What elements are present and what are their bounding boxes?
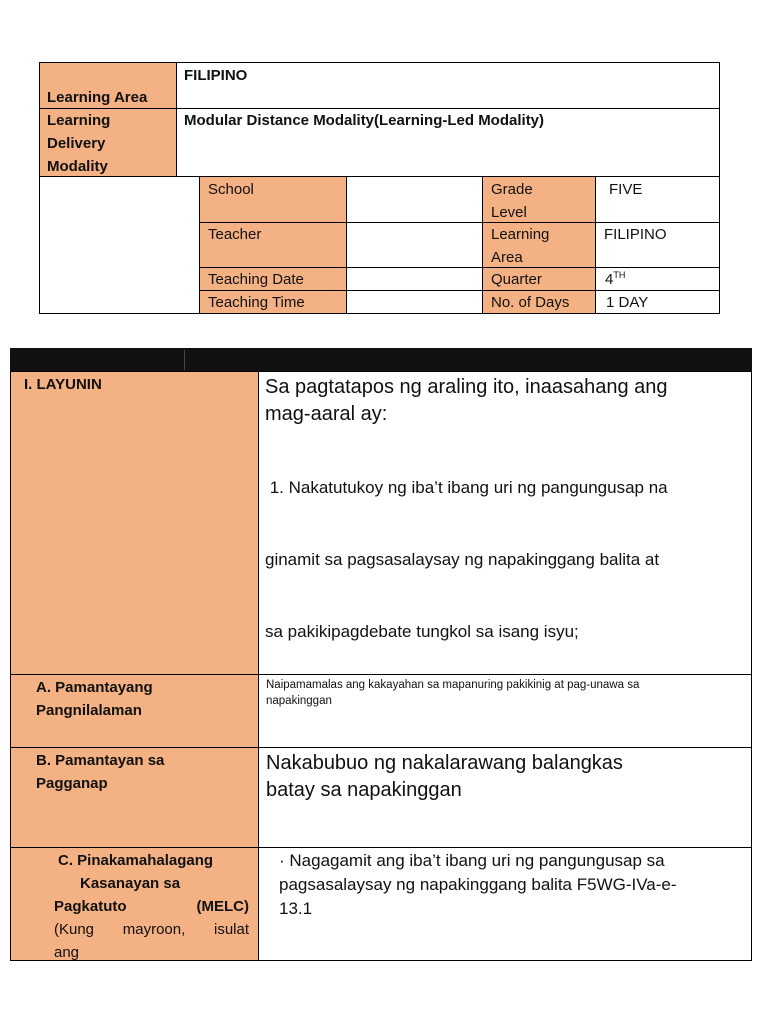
learning-area-value-cell — [176, 62, 720, 109]
grade-label-line: Level — [491, 204, 527, 221]
pagganap-value-line: Nakabubuo ng nakalarawang balangkas — [266, 752, 623, 774]
pamantayang-value-line: Naipamamalas ang kakayahan sa mapanuring pakikinig at pag-unawa sa — [266, 679, 640, 691]
school-label: School — [208, 181, 254, 198]
layunin-item-line: ginamit sa pagsasalaysay ng napakinggang balita at — [265, 550, 660, 569]
teacher-label: Teacher — [208, 226, 262, 243]
table-header-bar — [10, 348, 752, 372]
pamantayang-label-line: A. Pamantayang — [36, 679, 153, 696]
pagganap-value — [266, 750, 623, 804]
time-value-cell — [346, 290, 483, 314]
pagganap-label-line: Pagganap — [36, 775, 108, 792]
teacher-label-cell — [199, 222, 347, 268]
pamantayang-label-cell — [10, 674, 259, 748]
layunin-item-line: sa pakikipagdebate tungkol sa isang isyu; — [265, 622, 579, 641]
pagganap-label-cell — [10, 747, 259, 848]
days-value-cell — [595, 290, 720, 314]
melc-label-line: Kasanayan sa — [80, 875, 181, 892]
melc-value-line: 13.1 — [279, 899, 313, 918]
melc-label — [54, 849, 249, 961]
school-value-cell — [346, 176, 483, 223]
melc-label-row — [54, 895, 249, 918]
area-label-cell — [482, 222, 596, 268]
melc-label-cell — [10, 847, 259, 961]
grade-label-cell — [482, 176, 596, 223]
layunin-intro — [265, 374, 745, 428]
quarter-suffix: TH — [613, 270, 626, 280]
delivery-value-cell — [176, 108, 720, 177]
grade-value-cell — [595, 176, 720, 223]
pamantayang-value-cell — [258, 674, 752, 748]
teacher-value-cell — [346, 222, 483, 268]
delivery-label — [47, 109, 110, 177]
layunin-label-cell — [10, 371, 259, 675]
quarter-label: Quarter — [491, 271, 542, 288]
area-value-cell — [595, 222, 720, 268]
learning-area-value: FILIPINO — [184, 67, 248, 84]
pamantayang-value-line: napakinggan — [266, 695, 332, 707]
melc-label-line: ang — [54, 944, 80, 961]
grade-value: FIVE — [609, 181, 643, 198]
pagganap-value-cell — [258, 747, 752, 848]
melc-value-line: pagsasalaysay ng napakinggang balita F5WG-IVa-e- — [279, 875, 677, 894]
melc-value — [279, 849, 745, 921]
area-label — [491, 223, 549, 268]
pamantayang-label-line: Pangnilalaman — [36, 702, 142, 719]
grade-label-line: Grade — [491, 181, 533, 198]
learning-area-label-cell — [39, 62, 177, 109]
time-label-cell — [199, 290, 347, 314]
days-label-cell — [482, 290, 596, 314]
days-value: 1 DAY — [606, 294, 649, 311]
pagganap-label-line: B. Pamantayan sa — [36, 752, 165, 769]
melc-value-line: · Nagagamit ang iba’t ibang uri ng pangungusap sa — [279, 851, 665, 870]
melc-value-cell — [258, 847, 752, 961]
layunin-intro-line: Sa pagtatapos ng araling ito, inaasahang ang — [265, 376, 668, 398]
melc-label-line: C. Pinakamahalagang — [58, 852, 214, 869]
area-label-line: Learning — [491, 226, 550, 243]
empty-left-cell — [39, 176, 200, 314]
area-value: FILIPINO — [604, 226, 667, 243]
delivery-label-cell — [39, 108, 177, 177]
delivery-value: Modular Distance Modality(Learning-Led Modality) — [184, 112, 545, 129]
date-label-cell — [199, 267, 347, 291]
delivery-label-line: Delivery — [47, 135, 106, 152]
delivery-label-line: Learning — [47, 112, 111, 129]
pamantayang-label — [36, 676, 153, 722]
quarter-value-cell — [595, 267, 720, 291]
layunin-items — [265, 428, 745, 675]
melc-label-line: Pagkatuto — [54, 898, 127, 915]
melc-label-line: (Kung mayroon, isulat — [54, 921, 249, 938]
area-label-line: Area — [491, 249, 523, 266]
quarter-label-cell — [482, 267, 596, 291]
quarter-number: 4 — [605, 271, 614, 288]
quarter-value — [605, 268, 625, 291]
delivery-label-line: Modality — [47, 158, 108, 175]
days-label: No. of Days — [491, 294, 570, 311]
layunin-value-cell — [258, 371, 752, 675]
pamantayang-value — [266, 677, 639, 709]
learning-area-label: Learning Area — [47, 89, 148, 106]
date-label: Teaching Date — [208, 271, 304, 288]
layunin-intro-line: mag-aaral ay: — [265, 403, 388, 425]
layunin-text — [265, 374, 745, 675]
date-value-cell — [346, 267, 483, 291]
pagganap-label — [36, 749, 164, 795]
layunin-item-line: 1. Nakatutukoy ng iba’t ibang uri ng pangungusap na — [265, 478, 668, 497]
table-header-divider — [184, 350, 185, 370]
grade-label — [491, 178, 533, 223]
time-label: Teaching Time — [208, 294, 305, 311]
melc-label-line: (MELC) — [196, 898, 249, 915]
layunin-label: I. LAYUNIN — [24, 376, 102, 393]
school-label-cell — [199, 176, 347, 223]
pagganap-value-line: batay sa napakinggan — [266, 779, 462, 801]
